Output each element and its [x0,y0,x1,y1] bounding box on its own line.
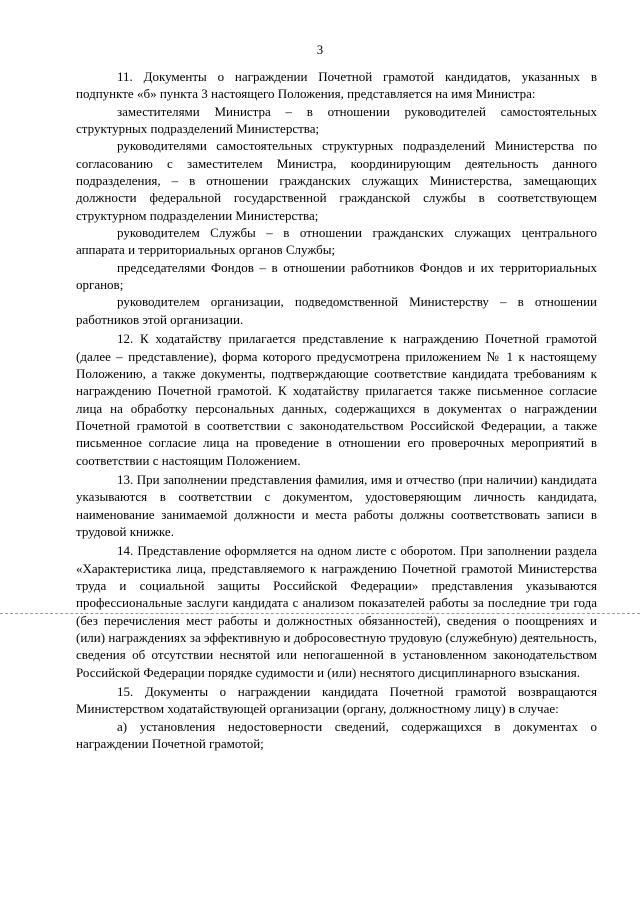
list-item-a: а) установления недостоверности сведений, содержащихся в документах о награждении Почетной грамотой; [76,718,597,752]
paragraph-14: 14. Представление оформляется на одном листе с оборотом. При заполнении раздела «Характеристика лица, представляемого к награждению Почетной грамотой Министерства труда и социальной защиты Российской Федерации» представления указываются профессиональные заслуги кандидата с анализом показателей работы за последние три года (без перечисления мест работы и должностных обязанностей), сведения о поощрениях и (или) награждениях за эффективную и добросовестную трудовую (служебную) деятельность, сведения об отсутствии неснятой или непогашенной в установленном законодательством Российской Федерации порядке судимости и (или) неснятого дисциплинарного взыскания. [76,543,597,680]
list-item-unit-heads: руководителями самостоятельных структурных подразделений Министерства по согласованию с заместителем Министра, координирующим деятельность данного подразделения, – в отношении гражданских служащих Министерства, замещающих должности федеральной государственной гражданской службы в соответствующем структурном подразделении Министерства; [76,138,597,223]
list-item-organization-head: руководителем организации, подведомственной Министерству – в отношении работников этой организации. [76,294,597,327]
list-item-service-head: руководителем Службы – в отношении гражданских служащих центрального аппарата и территориальных органов Службы; [76,225,597,258]
paragraph-12: 12. К ходатайству прилагается представление к награждению Почетной грамотой (далее – представление), форма которого предусмотрена приложением № 1 к настоящему Положению, а также документы, подтверждающие соответствие кандидата требованиям к награждению Почетной грамотой. К ходатайству прилагается также письменное согласие лица на обработку персональных данных, содержащихся в документах о награждении Почетной грамотой в соответствии с законодательством Российской Федерации, а также письменное согласие лица на проведение в отношении его проверочных мероприятий в соответствии с настоящим Положением. [76,331,597,468]
document-body [76,68,597,752]
paragraph-11: 11. Документы о награждении Почетной грамотой кандидатов, указанных в подпункте «б» пункта 3 настоящего Положения, представляется на имя Министра: [76,69,597,102]
page-number: 3 [316,43,324,57]
list-item-fund-chairs: председателями Фондов – в отношении работников Фондов и их территориальных органов; [76,259,597,293]
paragraph-15: 15. Документы о награждении кандидата Почетной грамотой возвращаются Министерством ходатайствующей организации (органу, должностному лицу) в случае: [76,684,597,717]
list-item-deputy-ministers: заместителями Министра – в отношении руководителей самостоятельных структурных подразделений Министерства; [76,103,597,137]
paragraph-13: 13. При заполнении представления фамилия, имя и отчество (при наличии) кандидата указываются в соответствии с документом, удостоверяющим личность кандидата, наименование занимаемой должности и места работы должны соответствовать записи в трудовой книжке. [76,471,597,539]
